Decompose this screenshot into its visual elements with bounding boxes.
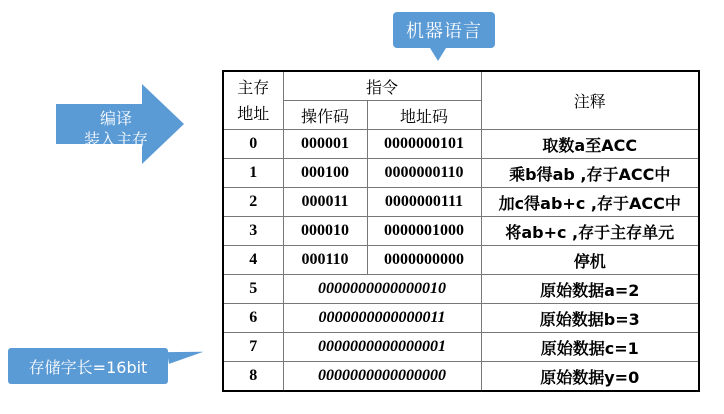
table-row	[223, 217, 699, 246]
data-rows	[223, 275, 699, 392]
comment-cell: 原始数据c=1	[481, 333, 699, 362]
address-code-cell: 0000000000	[367, 246, 481, 275]
header-row-1	[223, 71, 699, 101]
address-cell: 2	[223, 188, 283, 217]
table-row	[223, 362, 699, 392]
table-row	[223, 333, 699, 362]
data-value-cell: 0000000000000000	[283, 362, 481, 392]
word-length-label: 存储字长=16bit	[28, 357, 148, 377]
table-row	[223, 304, 699, 333]
address-cell: 4	[223, 246, 283, 275]
address-cell: 1	[223, 159, 283, 188]
address-cell: 7	[223, 333, 283, 362]
address-cell: 8	[223, 362, 283, 392]
callout-pointer	[430, 48, 446, 61]
data-value-cell: 0000000000000001	[283, 333, 481, 362]
arrow-line-1: 编译	[99, 109, 132, 128]
header-comment: 注释	[481, 71, 699, 130]
data-value-cell: 0000000000000010	[283, 275, 481, 304]
opcode-cell: 000011	[283, 188, 367, 217]
address-cell: 0	[223, 130, 283, 159]
word-length-callout	[8, 348, 168, 384]
comment-cell: 将ab+c ,存于主存单元	[481, 217, 699, 246]
comment-cell: 取数a至ACC	[481, 130, 699, 159]
table-row	[223, 130, 699, 159]
arrow-line-2: 装入主存	[83, 130, 148, 149]
table-row	[223, 275, 699, 304]
header-opcode: 操作码	[283, 101, 367, 130]
table-row	[223, 246, 699, 275]
callout-label: 机器语言	[406, 21, 482, 42]
comment-cell: 原始数据y=0	[481, 362, 699, 392]
address-cell: 3	[223, 217, 283, 246]
instruction-rows	[223, 130, 699, 275]
address-cell: 5	[223, 275, 283, 304]
opcode-cell: 000110	[283, 246, 367, 275]
word-length-pointer	[167, 346, 205, 364]
comment-cell: 停机	[481, 246, 699, 275]
memory-table	[222, 70, 700, 392]
address-code-cell: 0000000101	[367, 130, 481, 159]
address-code-cell: 0000000111	[367, 188, 481, 217]
header-address-label: 主存地址	[237, 77, 270, 123]
comment-cell: 加c得ab+c ,存于ACC中	[481, 188, 699, 217]
address-code-cell: 0000001000	[367, 217, 481, 246]
address-cell: 6	[223, 304, 283, 333]
comment-cell: 原始数据a=2	[481, 275, 699, 304]
opcode-cell: 000100	[283, 159, 367, 188]
header-address-code: 地址码	[367, 101, 481, 130]
address-code-cell: 0000000110	[367, 159, 481, 188]
data-value-cell: 0000000000000011	[283, 304, 481, 333]
comment-cell: 乘b得ab ,存于ACC中	[481, 159, 699, 188]
compile-label	[64, 108, 168, 150]
table-row	[223, 159, 699, 188]
header-instruction: 指令	[283, 71, 481, 101]
opcode-cell: 000010	[283, 217, 367, 246]
table-row	[223, 188, 699, 217]
opcode-cell: 000001	[283, 130, 367, 159]
machine-language-callout	[393, 12, 495, 48]
header-address	[223, 71, 283, 130]
comment-cell: 原始数据b=3	[481, 304, 699, 333]
